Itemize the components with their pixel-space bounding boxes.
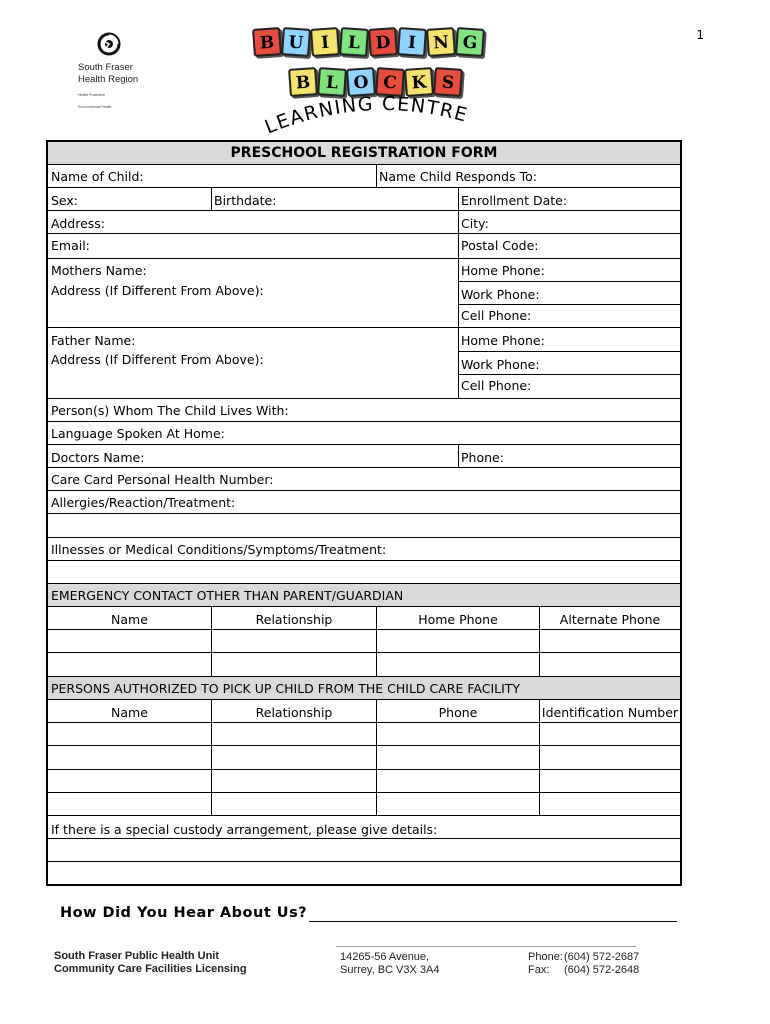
enrollment-label: Enrollment Date: — [461, 193, 568, 208]
emergency-col-name: Name — [111, 612, 148, 627]
form-title: PRESCHOOL REGISTRATION FORM — [48, 142, 680, 165]
logo-block-u: U — [281, 27, 311, 57]
mother-address-label: Address (If Different From Above): — [51, 283, 264, 298]
logo-block-i: I — [397, 27, 427, 57]
health-logo-line2: Health Region — [78, 74, 139, 85]
health-logo-small1: Health Protection — [78, 93, 105, 97]
father-address-label: Address (If Different From Above): — [51, 352, 264, 367]
logo-tagline-text: LEARNING CENTRE — [261, 92, 471, 136]
footer-contact — [528, 951, 639, 977]
emergency-col-home-phone: Home Phone — [418, 612, 498, 627]
hear-about-field[interactable] — [309, 921, 677, 922]
name-responds-label: Name Child Responds To: — [379, 169, 537, 184]
footer-address-line1: 14265-56 Avenue, — [340, 951, 430, 963]
emergency-col-alternate-phone: Alternate Phone — [559, 612, 661, 627]
footer-fax-label: Fax: — [528, 964, 550, 976]
address-label: Address: — [51, 216, 105, 231]
logo-block-i: I — [310, 27, 340, 57]
lives-with-label: Person(s) Whom The Child Lives With: — [51, 403, 289, 418]
logo-building-row — [253, 28, 485, 56]
logo-block-d: D — [368, 27, 398, 57]
footer-org-line2: Community Care Facilities Licensing — [54, 963, 247, 975]
footer-divider — [336, 946, 636, 947]
sex-label: Sex: — [51, 193, 79, 208]
email-label: Email: — [51, 238, 90, 253]
footer-org — [54, 950, 247, 976]
hear-about-label: How Did You Hear About Us? — [60, 905, 308, 921]
pickup-col-name: Name — [111, 705, 148, 720]
name-of-child-label: Name of Child: — [51, 169, 144, 184]
pickup-section-title: PERSONS AUTHORIZED TO PICK UP CHILD FROM THE CHILD CARE FACILITY — [51, 681, 521, 696]
language-label: Language Spoken At Home: — [51, 426, 225, 441]
custody-label: If there is a special custody arrangement, please give details: — [51, 822, 438, 837]
logo-block-c: C — [375, 67, 405, 97]
health-region-logo — [78, 32, 158, 109]
logo-block-s: S — [433, 67, 463, 97]
logo-tagline — [258, 92, 508, 136]
logo-block-b: B — [252, 27, 282, 57]
father-work-phone-label: Work Phone: — [461, 357, 540, 372]
footer-phone: (604) 572-2687 — [564, 951, 640, 963]
birthdate-label: Birthdate: — [214, 193, 277, 208]
footer-address — [340, 951, 439, 977]
city-label: City: — [461, 216, 489, 231]
illnesses-label: Illnesses or Medical Conditions/Symptoms/Treatment: — [51, 542, 387, 557]
doctor-phone-label: Phone: — [461, 450, 504, 465]
doctors-name-label: Doctors Name: — [51, 450, 145, 465]
health-logo-small2: Environmental Health — [78, 105, 112, 109]
father-home-phone-label: Home Phone: — [461, 333, 545, 348]
pickup-col-phone: Phone — [438, 705, 478, 720]
footer-org-line1: South Fraser Public Health Unit — [54, 950, 220, 962]
allergies-label: Allergies/Reaction/Treatment: — [51, 495, 236, 510]
postal-label: Postal Code: — [461, 238, 539, 253]
father-cell-phone-label: Cell Phone: — [461, 378, 532, 393]
pickup-col-relationship: Relationship — [255, 705, 333, 720]
registration-form — [46, 140, 682, 886]
footer-phone-label: Phone: — [528, 951, 563, 963]
logo-block-k: K — [404, 67, 434, 97]
logo-block-b: B — [288, 67, 318, 97]
emergency-col-relationship: Relationship — [255, 612, 333, 627]
logo-block-g: G — [455, 27, 485, 57]
logo-block-l: L — [317, 67, 347, 97]
mothers-name-label: Mothers Name: — [51, 263, 147, 278]
pickup-col-identification: Identification Number — [541, 705, 679, 720]
mother-cell-phone-label: Cell Phone: — [461, 308, 532, 323]
footer-fax: (604) 572-2648 — [564, 964, 640, 976]
logo-block-n: N — [426, 27, 456, 57]
footer-address-line2: Surrey, BC V3X 3A4 — [340, 964, 440, 976]
mother-home-phone-label: Home Phone: — [461, 263, 545, 278]
logo-block-o: O — [346, 67, 376, 97]
care-card-label: Care Card Personal Health Number: — [51, 472, 274, 487]
swirl-icon — [96, 32, 122, 56]
health-logo-line1: South Fraser — [78, 62, 133, 73]
emergency-section-title: EMERGENCY CONTACT OTHER THAN PARENT/GUARDIAN — [51, 588, 404, 603]
logo-block-l: L — [339, 27, 369, 57]
mother-work-phone-label: Work Phone: — [461, 287, 540, 302]
page-number: 1 — [696, 28, 704, 42]
father-name-label: Father Name: — [51, 333, 136, 348]
svg-text:LEARNING CENTRE — [262, 93, 471, 136]
